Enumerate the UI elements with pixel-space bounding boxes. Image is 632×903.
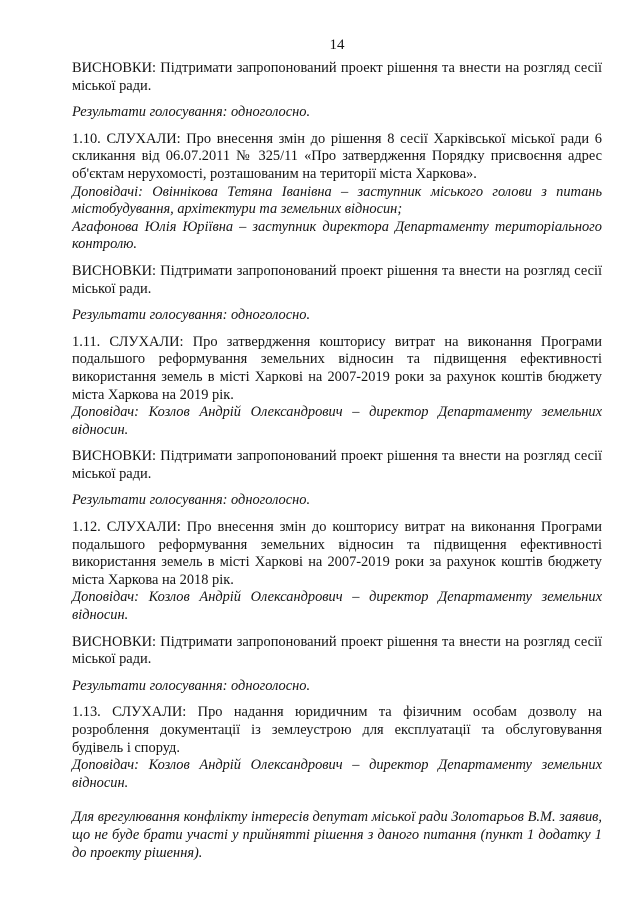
conclusion-paragraph: ВИСНОВКИ: Підтримати запропонований проект рішення та внести на розгляд сесії міської ради. xyxy=(72,60,602,94)
item-1-10-speaker-2: Агафонова Юлія Юріївна – заступник директора Департаменту територіального контролю. xyxy=(72,218,602,253)
item-1-10-speaker-1: Доповідачі: Овіннікова Тетяна Іванівна – заступник міського голови з питань містобудування, архітектури та земельних відносин; xyxy=(72,183,602,218)
page-number: 14 xyxy=(329,37,345,53)
vote-result: Результати голосування: одноголосно. xyxy=(72,677,311,694)
item-1-13-speaker: Доповідач: Козлов Андрій Олександрович – директор Департаменту земельних відносин. xyxy=(72,757,602,791)
item-1-13-heard: 1.13. СЛУХАЛИ: Про надання юридичним та фізичним особам дозволу на розроблення документації із землеустрою для експлуатації та обслуговування будівель і споруд. xyxy=(72,704,602,756)
item-1-11-heard: 1.11. СЛУХАЛИ: Про затвердження кошторису витрат на виконання Програми подальшого реформування земельних відносин та підвищення ефективності використання земель в місті Харкові на 2007-2019 роки за рахунок коштів бюджету міста Харкова на 2019 рік. xyxy=(72,333,602,403)
item-1-12-heard: 1.12. СЛУХАЛИ: Про внесення змін до кошторису витрат на виконання Програми подальшого реформування земельних відносин та підвищення ефективності використання земель в місті Харкові на 2007-2019 роки за рахунок коштів бюджету міста Харкова на 2018 рік. xyxy=(72,519,602,588)
item-1-12-speaker: Доповідач: Козлов Андрій Олександрович – директор Департаменту земельних відносин. xyxy=(72,589,602,624)
item-1-10-heard: 1.10. СЛУХАЛИ: Про внесення змін до рішення 8 сесії Харківської міської ради 6 скликання від 06.07.2011 № 325/11 «Про затвердження Порядку присвоєння адрес об'єктам нерухомості, розташованим на території міста Харкова». xyxy=(72,130,602,182)
conclusion-paragraph: ВИСНОВКИ: Підтримати запропонований проект рішення та внести на розгляд сесії міської ради. xyxy=(72,633,602,668)
vote-result: Результати голосування: одноголосно. xyxy=(72,104,311,121)
vote-result: Результати голосування: одноголосно. xyxy=(72,307,311,324)
vote-result: Результати голосування: одноголосно. xyxy=(72,492,311,509)
conclusion-paragraph: ВИСНОВКИ: Підтримати запропонований проект рішення та внести на розгляд сесії міської ради. xyxy=(72,262,602,297)
item-1-11-speaker: Доповідач: Козлов Андрій Олександрович – директор Департаменту земельних відносин. xyxy=(72,404,602,438)
conflict-of-interest-note: Для врегулювання конфлікту інтересів депутат міської ради Золотарьов В.М. заявив, що не буде брати участі у прийнятті рішення з даного питання (пункт 1 додатку 1 до проекту рішення). xyxy=(72,809,602,861)
conclusion-paragraph: ВИСНОВКИ: Підтримати запропонований проект рішення та внести на розгляд сесії міської ради. xyxy=(72,448,602,482)
